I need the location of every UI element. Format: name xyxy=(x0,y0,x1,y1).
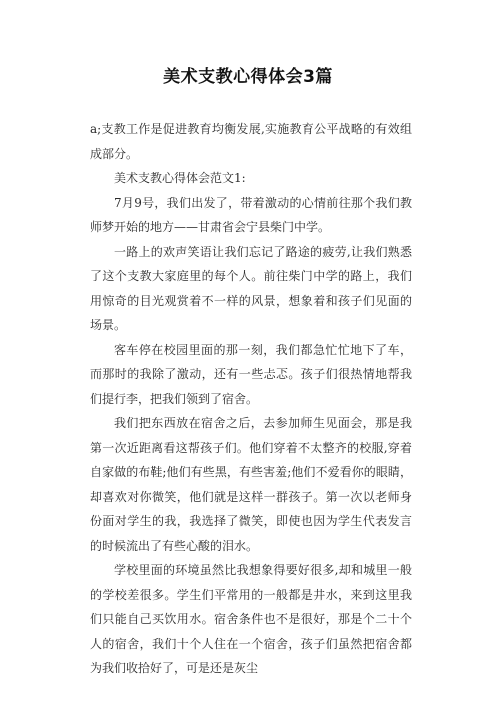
paragraph-intro: a;支教工作是促进教育均衡发展,实施教育公平战略的有效组成部分。 xyxy=(90,122,412,161)
paragraph: 学校里面的环境虽然比我想象得要好很多,却和城里一般的学校差很多。学生们平常用的一般都是井水，来到这里我们只能自己买饮用水。宿舍条件也不是很好，那是个二十个人的宿舍，我们十个人住在一个宿舍，孩子们虽然把宿舍都为我们收拾好了，可是还是灰尘 xyxy=(90,563,412,675)
paragraph: 一路上的欢声笑语让我们忘记了路途的疲劳,让我们熟悉了这个支教大家庭里的每个人。前往柴门中学的路上，我们用惊奇的目光观赏着不一样的风景，想象着和孩子们见面的场景。 xyxy=(90,244,412,332)
paragraph: 7月9号，我们出发了，带着激动的心情前往那个我们教师梦开始的地方——甘肃省会宁县柴门中学。 xyxy=(90,195,412,234)
paragraph: 客车停在校园里面的那一刻，我们都急忙忙地下了车，而那时的我除了激动，还有一些忐忑。孩子们很热情地帮我们提行李，把我们领到了宿舍。 xyxy=(90,342,412,406)
document-title: 美术支教心得体会3篇 xyxy=(163,67,333,87)
document-body xyxy=(90,117,412,681)
paragraph-sample-heading: 美术支教心得体会范文1: xyxy=(114,171,246,185)
paragraph: 我们把东西放在宿舍之后，去参加师生见面会，那是我第一次近距离看这帮孩子们。他们穿着不太整齐的校服,穿着自家做的布鞋;他们有些黑，有些害羞;他们不爱看你的眼睛，却喜欢对你微笑，他们就是这样一群孩子。第一次以老师身份面对学生的我，我选择了微笑，即使也因为学生代表发言的时候流出了有些心酸的泪水。 xyxy=(90,416,412,553)
